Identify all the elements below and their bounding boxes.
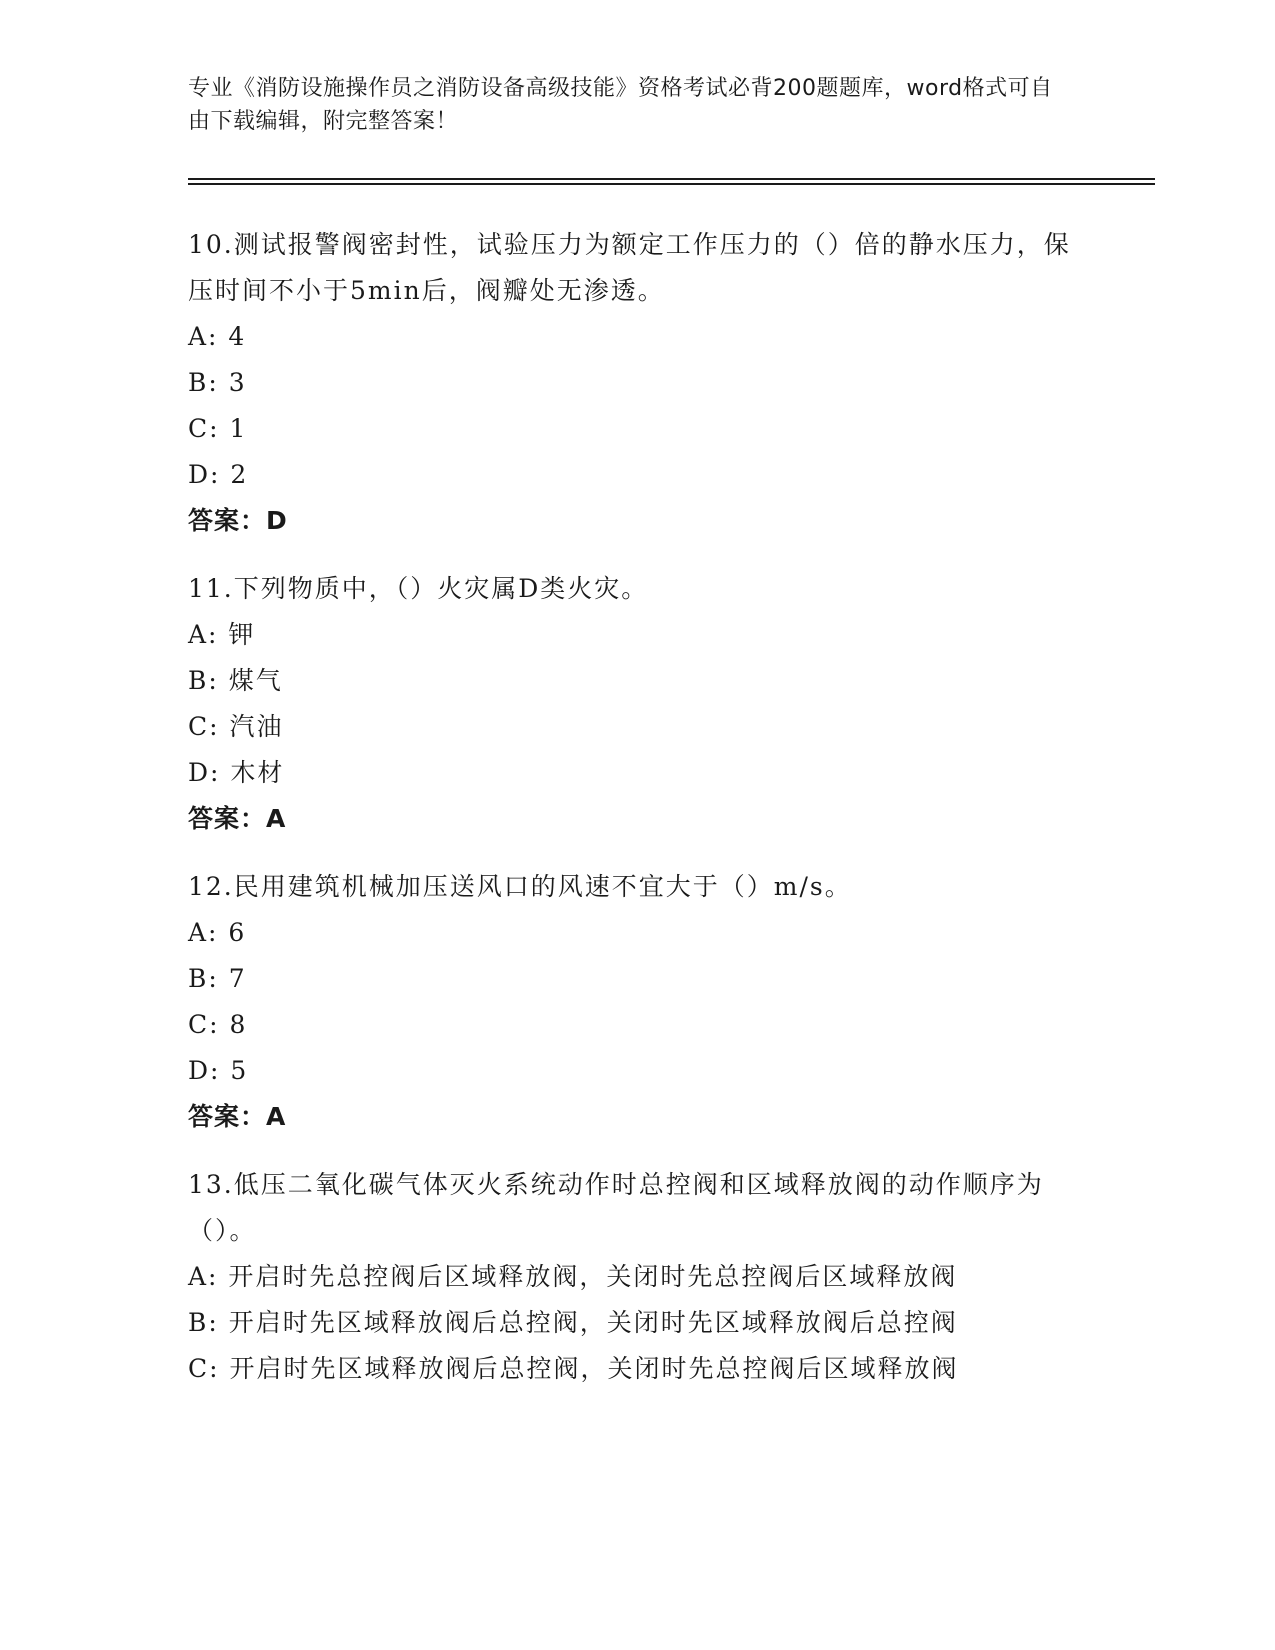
option-b: B: 煤气 — [188, 666, 283, 695]
option-b: B: 3 — [188, 368, 247, 397]
option-c: C: 8 — [188, 1010, 248, 1039]
header-rule-bottom — [188, 183, 1155, 185]
option-c: C: 1 — [188, 414, 248, 443]
document-title: 专业《消防设施操作员之消防设备高级技能》资格考试必背200题题库，word格式可自由下载编辑，附完整答案！ — [188, 76, 1053, 134]
question-10 — [188, 222, 1088, 544]
document-header — [188, 72, 1068, 138]
option-a: A: 开启时先总控阀后区域释放阀，关闭时先总控阀后区域释放阀 — [188, 1262, 958, 1291]
answer: 答案：A — [188, 1102, 287, 1131]
option-b: B: 7 — [188, 964, 247, 993]
option-a: A: 钾 — [188, 620, 256, 649]
option-d: D: 木材 — [188, 758, 285, 787]
option-b: B: 开启时先区域释放阀后总控阀，关闭时先区域释放阀后总控阀 — [188, 1308, 958, 1337]
question-stem: 11.下列物质中，（）火灾属D类火灾。 — [188, 574, 649, 603]
option-c: C: 开启时先区域释放阀后总控阀，关闭时先总控阀后区域释放阀 — [188, 1354, 959, 1383]
option-a: A: 4 — [188, 322, 247, 351]
header-rule-top — [188, 178, 1155, 180]
question-13 — [188, 1162, 1088, 1392]
option-d: D: 2 — [188, 460, 249, 489]
question-stem: 10.测试报警阀密封性，试验压力为额定工作压力的（）倍的静水压力，保压时间不小于5min后，阀瓣处无渗透。 — [188, 230, 1071, 305]
question-list — [188, 222, 1088, 1414]
answer: 答案：D — [188, 506, 288, 535]
option-c: C: 汽油 — [188, 712, 284, 741]
answer: 答案：A — [188, 804, 287, 833]
question-stem: 13.低压二氧化碳气体灭火系统动作时总控阀和区域释放阀的动作顺序为（）。 — [188, 1170, 1044, 1245]
option-a: A: 6 — [188, 918, 247, 947]
question-11 — [188, 566, 1088, 842]
option-d: D: 5 — [188, 1056, 249, 1085]
question-stem: 12.民用建筑机械加压送风口的风速不宜大于（）m/s。 — [188, 872, 852, 901]
question-12 — [188, 864, 1088, 1140]
